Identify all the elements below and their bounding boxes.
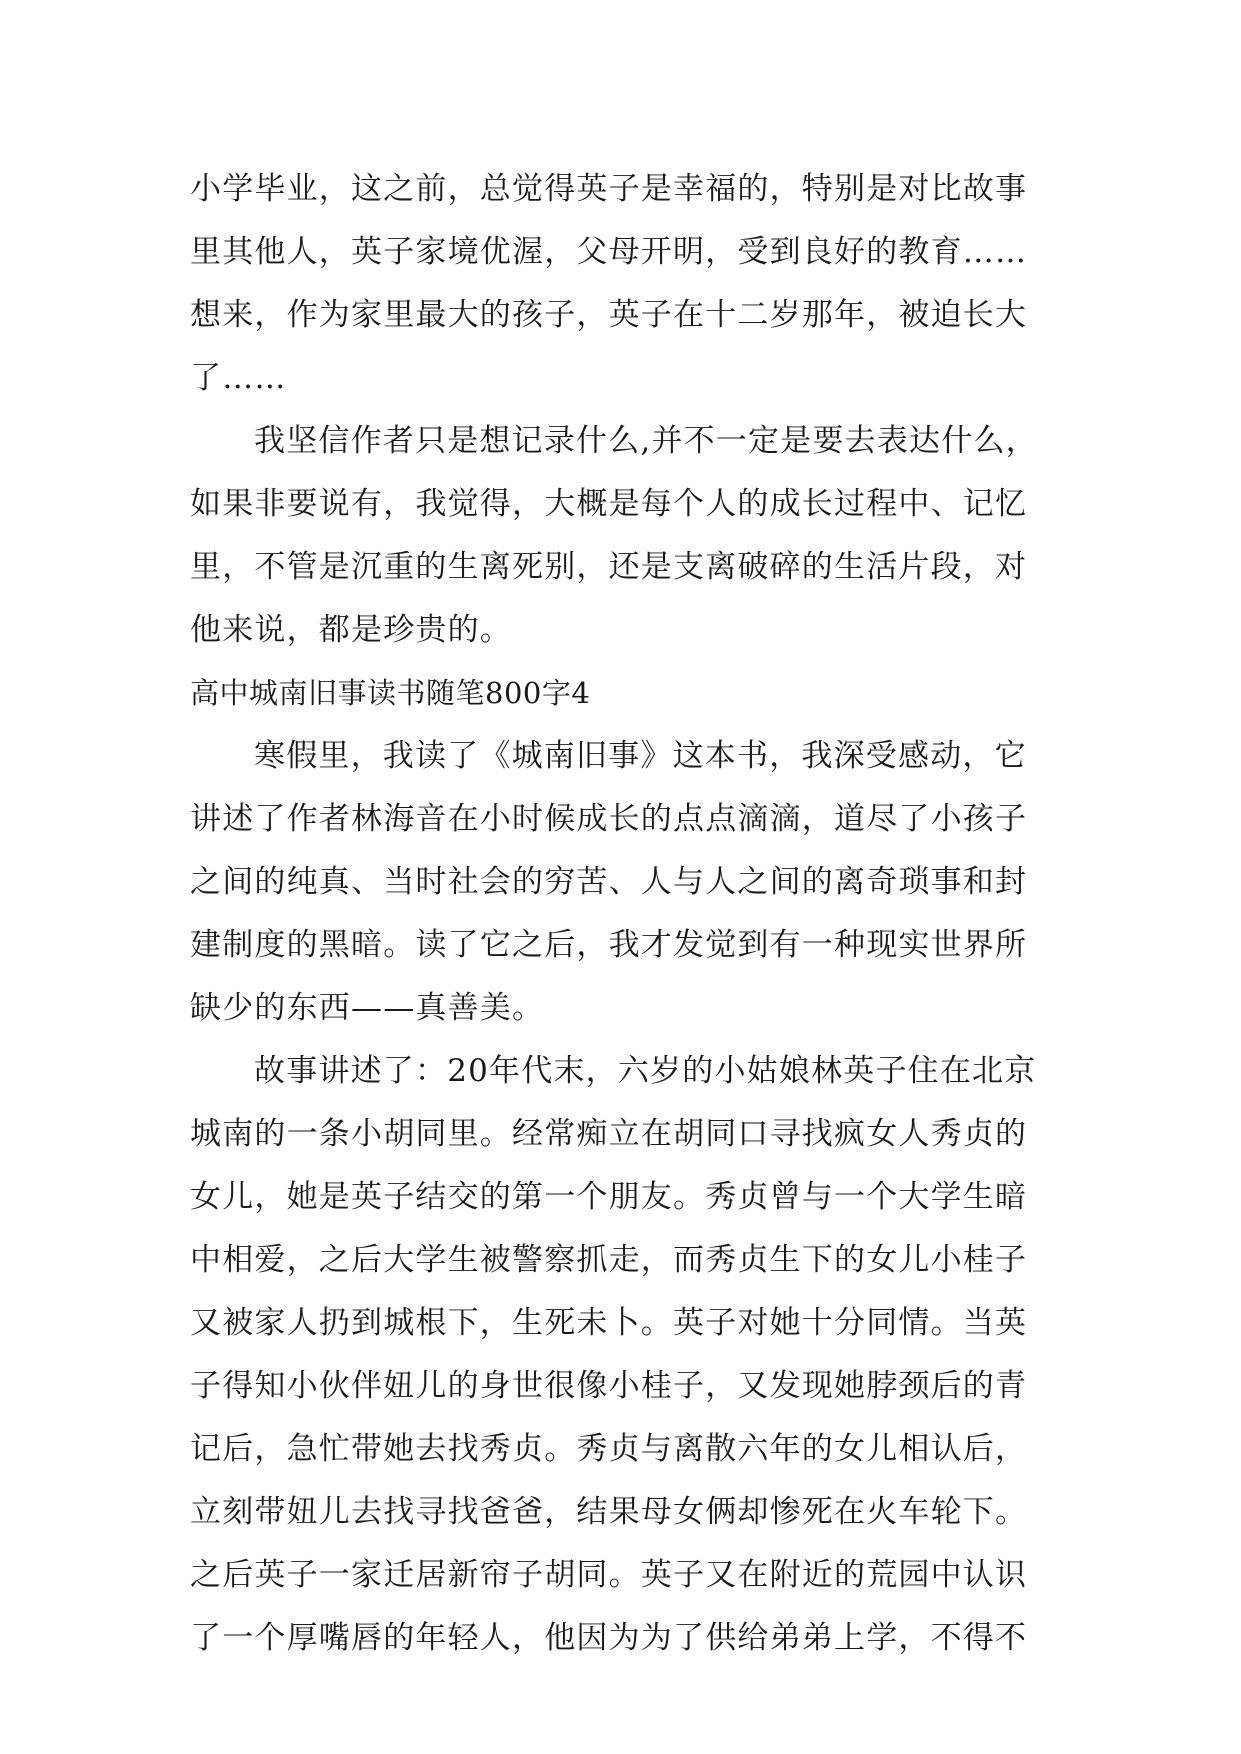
document-body <box>190 158 1060 1670</box>
body-line: 想来，作为家里最大的孩子，英子在十二岁那年，被迫长大 <box>190 297 1028 333</box>
body-line: 城南的一条小胡同里。经常痴立在胡同口寻找疯女人秀贞的 <box>190 1116 1028 1152</box>
body-line: 里其他人，英子家境优渥，父母开明，受到良好的教育…… <box>190 234 1028 270</box>
section-heading: 高中城南旧事读书随笔800字4 <box>190 676 591 710</box>
body-line: 小学毕业，这之前，总觉得英子是幸福的，特别是对比故事 <box>190 171 1028 207</box>
body-line: 如果非要说有，我觉得，大概是每个人的成长过程中、记忆 <box>190 486 1028 522</box>
paragraph-first-line: 故事讲述了：20年代末，六岁的小姑娘林英子住在北京 <box>254 1053 1037 1089</box>
paragraph-first-line: 寒假里，我读了《城南旧事》这本书，我深受感动，它 <box>254 738 1027 774</box>
body-line: 了一个厚嘴唇的年轻人，他因为为了供给弟弟上学，不得不 <box>190 1620 1028 1656</box>
body-line: 了…… <box>190 360 287 396</box>
body-line: 中相爱，之后大学生被警察抓走，而秀贞生下的女儿小桂子 <box>190 1242 1028 1278</box>
body-line: 之间的纯真、当时社会的穷苦、人与人之间的离奇琐事和封 <box>190 864 1028 900</box>
body-line: 女儿，她是英子结交的第一个朋友。秀贞曾与一个大学生暗 <box>190 1179 1028 1215</box>
paragraph-first-line: 我坚信作者只是想记录什么,并不一定是要去表达什么， <box>254 423 1038 459</box>
body-line: 子得知小伙伴妞儿的身世很像小桂子，又发现她脖颈后的青 <box>190 1368 1028 1404</box>
body-line: 之后英子一家迁居新帘子胡同。英子又在附近的荒园中认识 <box>190 1557 1028 1593</box>
body-line: 建制度的黑暗。读了它之后，我才发觉到有一种现实世界所 <box>190 927 1028 963</box>
body-line: 他来说，都是珍贵的。 <box>190 612 512 648</box>
body-line: 缺少的东西——真善美。 <box>190 990 545 1026</box>
body-line: 立刻带妞儿去找寻找爸爸，结果母女俩却惨死在火车轮下。 <box>190 1494 1028 1530</box>
body-line: 里，不管是沉重的生离死别，还是支离破碎的生活片段，对 <box>190 549 1028 585</box>
body-line: 又被家人扔到城根下，生死未卜。英子对她十分同情。当英 <box>190 1305 1028 1341</box>
body-line: 记后，急忙带她去找秀贞。秀贞与离散六年的女儿相认后， <box>190 1431 1028 1467</box>
body-line: 讲述了作者林海音在小时候成长的点点滴滴，道尽了小孩子 <box>190 801 1028 837</box>
